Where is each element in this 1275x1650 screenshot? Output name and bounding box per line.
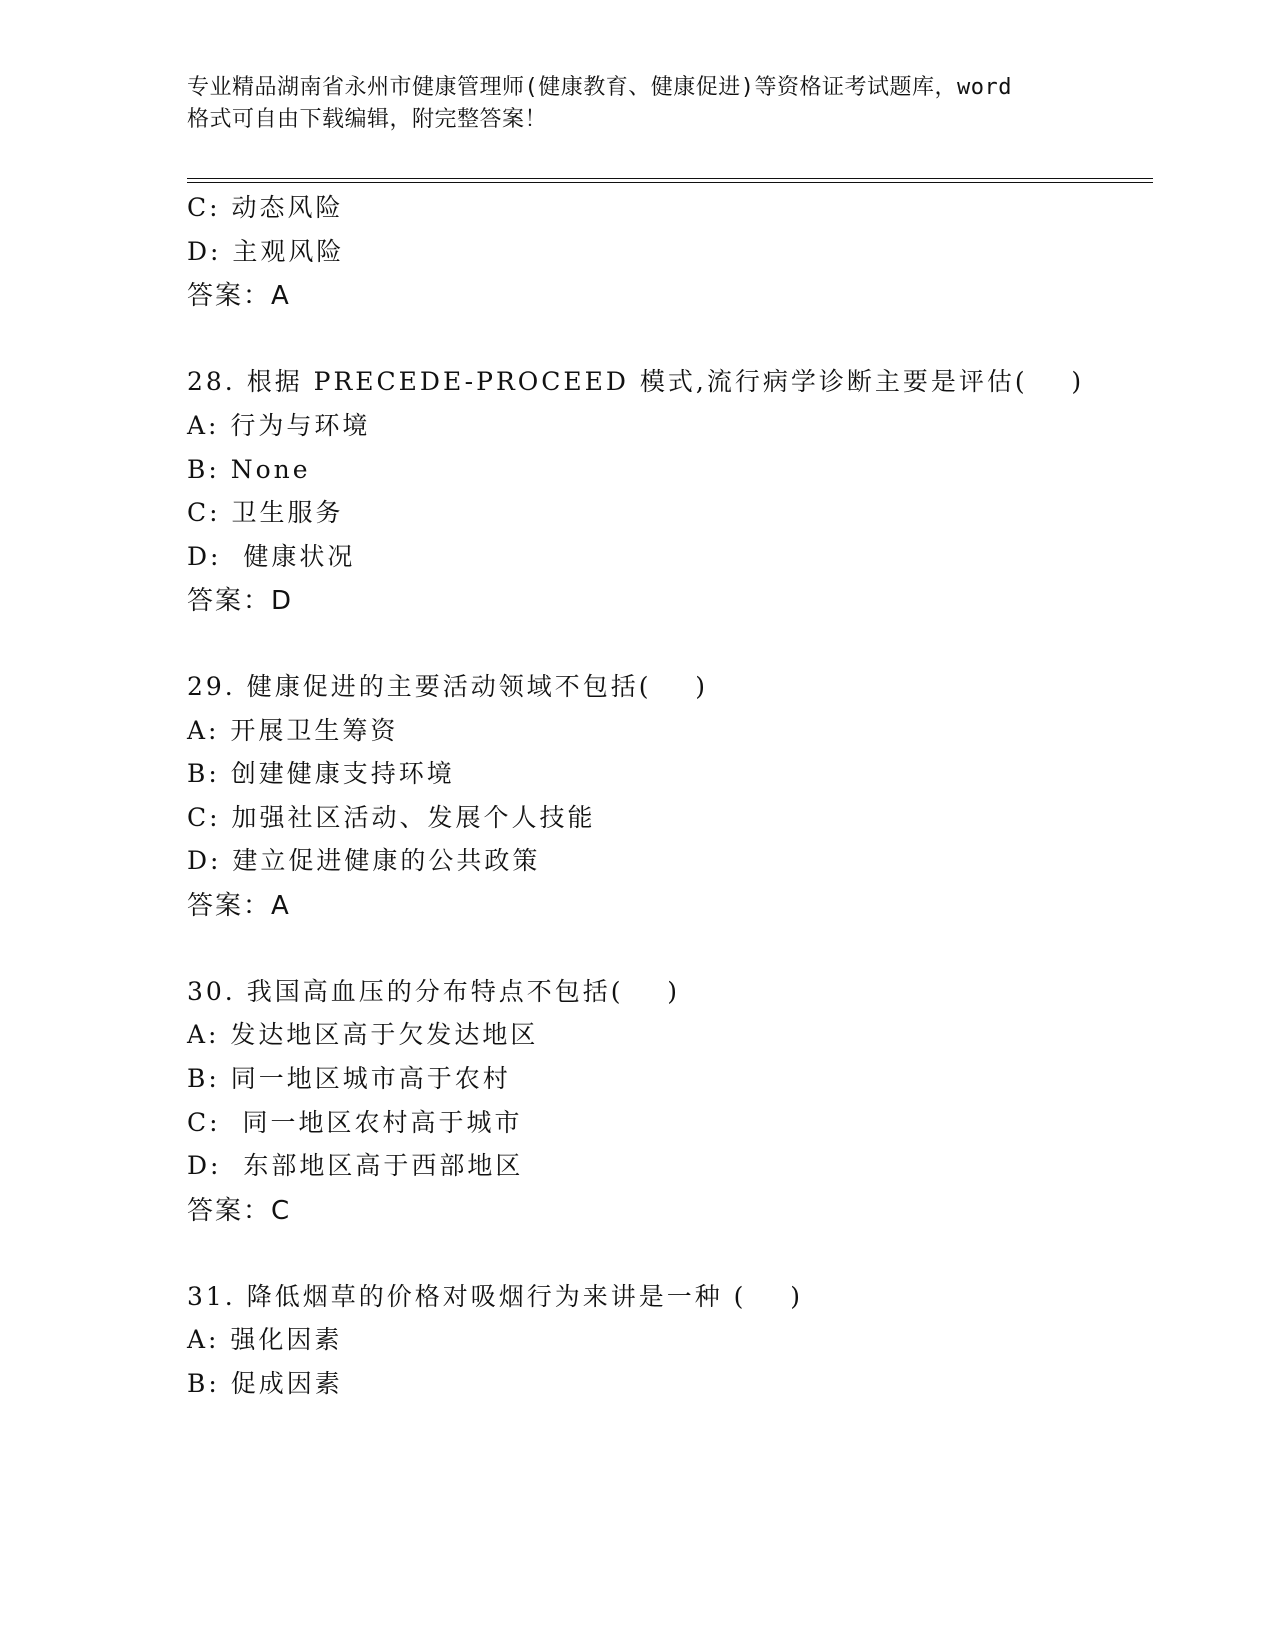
q28-option-c: C: 卫生服务 <box>187 498 344 527</box>
q29-option-a: A: 开展卫生筹资 <box>187 716 399 745</box>
q31-stem: 31. 降低烟草的价格对吸烟行为来讲是一种 ( ) <box>187 1282 803 1311</box>
q30-stem: 30. 我国高血压的分布特点不包括( ) <box>187 977 681 1006</box>
q27-option-c: C: 动态风险 <box>187 193 344 222</box>
q30-option-b: B: 同一地区城市高于农村 <box>187 1064 511 1093</box>
q29-answer: 答案：A <box>187 891 291 921</box>
q30-answer: 答案：C <box>187 1196 292 1226</box>
q27-option-d: D: 主观风险 <box>187 237 345 266</box>
q31-option-b: B: 促成因素 <box>187 1369 343 1398</box>
q28-option-b: B: None <box>187 455 311 484</box>
document-header <box>187 72 1087 136</box>
q30-option-c: C: 同一地区农村高于城市 <box>187 1108 523 1137</box>
header-line-1: 专业精品湖南省永州市健康管理师(健康教育、健康促进)等资格证考试题库，word <box>187 75 1012 100</box>
q30-option-d: D: 东部地区高于西部地区 <box>187 1151 524 1180</box>
q28-option-a: A: 行为与环境 <box>187 411 371 440</box>
q30-option-a: A: 发达地区高于欠发达地区 <box>187 1020 539 1049</box>
header-line-2: 格式可自由下载编辑，附完整答案！ <box>187 107 548 132</box>
q29-option-c: C: 加强社区活动、发展个人技能 <box>187 803 596 832</box>
q31-option-a: A: 强化因素 <box>187 1325 343 1354</box>
q29-option-b: B: 创建健康支持环境 <box>187 759 455 788</box>
q27-answer: 答案：A <box>187 281 291 311</box>
q29-option-d: D: 建立促进健康的公共政策 <box>187 846 541 875</box>
q28-option-d: D: 健康状况 <box>187 542 356 571</box>
header-divider-bottom <box>187 182 1153 183</box>
header-divider-top <box>187 178 1153 179</box>
q28-stem: 28. 根据 PRECEDE-PROCEED 模式,流行病学诊断主要是评估( ) <box>187 367 1085 396</box>
q29-stem: 29. 健康促进的主要活动领域不包括( ) <box>187 672 709 701</box>
q28-answer: 答案：D <box>187 586 294 616</box>
